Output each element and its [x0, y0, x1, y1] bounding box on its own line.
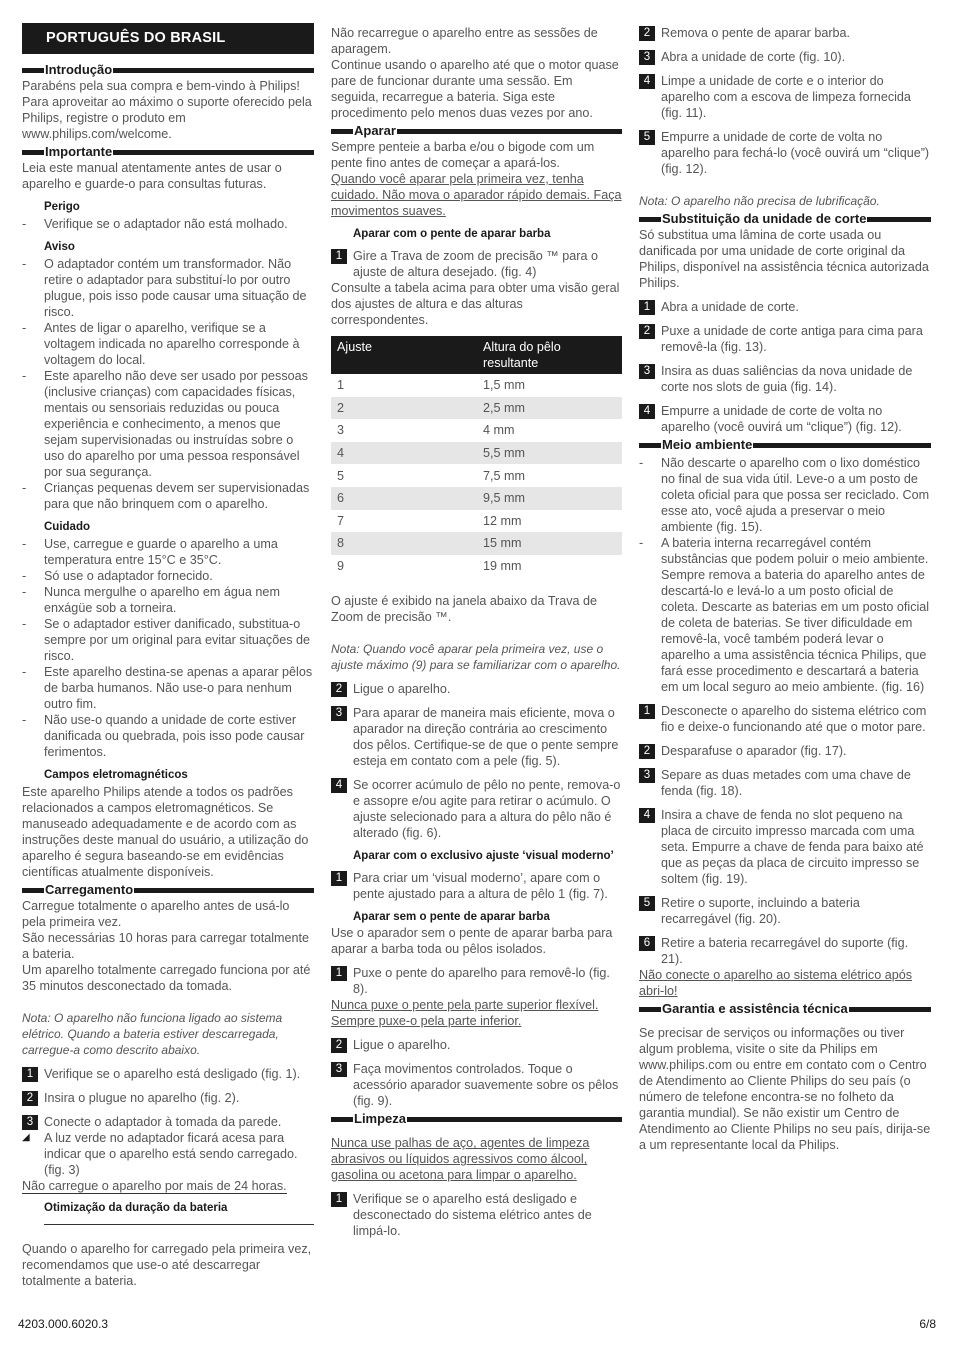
step-item — [639, 73, 931, 121]
table-row: 8 15 mm — [331, 532, 622, 555]
step-item — [22, 1114, 314, 1130]
step-item — [639, 743, 931, 759]
step-text: Retire a bateria recarregável do suporte (fig. 21). — [661, 936, 909, 966]
list-item: - Crianças pequenas devem ser supervisionadas para que não brinquem com o aparelho. — [22, 480, 314, 512]
sem-pente-warning: Nunca puxe o pente pela parte superior flexível. Sempre puxe-o pela parte inferior. — [331, 998, 599, 1029]
substituicao-text: Só substitua uma lâmina de corte usada ou danificada por uma unidade de corte original da Philips, disponível na assistência técnica autorizada Philips. — [639, 228, 929, 290]
list-item: - Não descarte o aparelho com o lixo doméstico no final de sua vida útil. Leve-o a um posto de coleta oficial para que possa ser reciclado. Com esse ato, você ajuda a preservar o meio ambiente (fig. 15). — [639, 455, 931, 535]
section-heading-limpeza: Limpeza — [331, 1111, 622, 1127]
section-heading-carregamento: Carregamento — [22, 882, 314, 898]
step-text: Abra a unidade de corte (fig. 10). — [661, 50, 846, 64]
step-number: 4 — [639, 404, 655, 419]
step-text: Insira o plugue no aparelho (fig. 2). — [44, 1091, 240, 1105]
step-item — [331, 965, 622, 997]
step-item — [639, 363, 931, 395]
column-3 — [639, 17, 931, 1153]
cuidado-heading: Cuidado — [44, 521, 90, 533]
step-number: 1 — [331, 871, 347, 886]
list-item: - Use, carregue e guarde o aparelho a uma temperatura entre 15°C e 35°C. — [22, 536, 314, 568]
list-item: - Se o adaptador estiver danificado, substitua-o sempre por um original para evitar situações de risco. — [22, 616, 314, 664]
step-text: Puxe o pente do aparelho para removê-lo (fig. 8). — [353, 966, 610, 997]
table-row: 4 5,5 mm — [331, 442, 622, 465]
table-row: 9 19 mm — [337, 559, 522, 574]
otimizacao-text: Quando o aparelho for carregado pela primeira vez, recomendamos que use-o até descarregar totalmente a bateria. — [22, 1242, 312, 1288]
section-heading-aparar: Aparar — [331, 123, 622, 139]
step-number: 4 — [639, 808, 655, 823]
step-text: Ligue o aparelho. — [353, 1038, 451, 1053]
section-heading-introducao: Introdução — [22, 62, 314, 78]
step-item — [331, 1061, 622, 1109]
step-item — [331, 777, 622, 841]
step-item — [639, 25, 931, 41]
list-item: - Só use o adaptador fornecido. — [22, 568, 314, 584]
table-row: 3 4 mm — [337, 423, 515, 438]
step-item — [639, 767, 931, 799]
step-item — [22, 1066, 314, 1082]
step-text: Verifique se o aparelho está desligado (fig. 1). — [44, 1067, 301, 1081]
step-number: 2 — [639, 26, 655, 41]
carregamento-note: Nota: O aparelho não funciona ligado ao sistema elétrico. Quando a bateria estiver descarregada, carregue-a como descrito abaixo. — [22, 1011, 283, 1057]
step-text: Desparafuse o aparador (fig. 17). — [661, 744, 847, 758]
step-item — [639, 403, 931, 435]
step-number: 1 — [331, 966, 347, 981]
step-text: Ligue o aparelho. — [353, 682, 451, 697]
step-text: Se ocorrer acúmulo de pêlo no pente, remova-o e assopre e/ou agite para retirar o acúmulo. O ajuste selecionado para a altura do pêlo não é alterado (fig. 6). — [353, 778, 621, 841]
list-item: - Antes de ligar o aparelho, verifique se a voltagem indicada no aparelho corresponde à voltagem do local. — [22, 320, 314, 368]
step-number: 1 — [639, 300, 655, 315]
section-heading-importante: Importante — [22, 144, 314, 160]
step-number: 2 — [331, 682, 347, 697]
ajuste-text: O ajuste é exibido na janela abaixo da Trava de Zoom de precisão ™. — [331, 594, 598, 625]
list-item: - O adaptador contém um transformador. Não retire o adaptador para substituí-lo por outro plugue, pois isso pode causar uma situação de risco. — [22, 256, 314, 320]
step-text: Insira a chave de fenda no slot pequeno na placa de circuito impresso marcada com uma seta. Empurre a chave de fenda para baixo até que as peças da placa de circuito impresso se soltem (fig. 19). — [661, 808, 924, 886]
step-item — [639, 299, 931, 315]
sem-pente-heading: Aparar sem o pente de aparar barba — [353, 911, 550, 924]
aviso-list — [22, 256, 314, 512]
height-table — [331, 336, 622, 577]
limpeza-warning: Nunca use palhas de aço, agentes de limpeza abrasivos ou líquidos agressivos como álcool, gasolina ou acetona para limpar o aparelho. — [331, 1136, 590, 1183]
step-number: 3 — [22, 1115, 38, 1130]
otimizacao-heading: Otimização da duração da bateria — [44, 1200, 314, 1225]
step-text: Separe as duas metades com uma chave de fenda (fig. 18). — [661, 768, 911, 798]
step-item — [331, 1037, 622, 1053]
step-number: 3 — [639, 768, 655, 783]
list-item: - Verifique se o adaptador não está molhado. — [22, 216, 314, 232]
table-header-row — [331, 336, 622, 374]
table-row: 5 7,5 mm — [337, 468, 525, 483]
list-item: - A bateria interna recarregável contém substâncias que podem poluir o meio ambiente. Sempre remova a bateria do aparelho antes de descartá-lo e levá-lo a um posto oficial de coleta. Descarte as baterias em um posto oficial de coleta de baterias. Se tiver dificuldade em removê-la, você também poderá levar o aparelho a uma assistência técnica Philips, que fará esse procedimento e descartará a bateria em um local seguro ao meio ambiente. (fig. 16) — [639, 535, 931, 695]
importante-text: Leia este manual atentamente antes de usar o aparelho e guarde-o para consultas futuras. — [22, 161, 282, 191]
meio-ambiente-list — [639, 455, 931, 695]
step-number: 2 — [22, 1091, 38, 1106]
step-number: 4 — [331, 778, 347, 793]
step-text: Retire o suporte, incluindo a bateria recarregável (fig. 20). — [661, 896, 860, 926]
ajuste-note: Nota: Quando você aparar pela primeira vez, use o ajuste máximo (9) para se familiarizar com o aparelho. — [331, 642, 621, 673]
step-text: Faça movimentos controlados. Toque o acessório aparador suavemente sobre os pêlos (fig. 9). — [353, 1062, 619, 1109]
intro-text: Parabéns pela sua compra e bem-vindo à Philips! Para aproveitar ao máximo o suporte oferecido pela Philips, registre o produto em www.philips.com/welcome. — [22, 79, 312, 141]
step-number: 4 — [639, 74, 655, 89]
recarga-text-2: Continue usando o aparelho até que o motor quase pare de funcionar durante uma sessão. Em seguida, recarregue a bateria. Siga este procedimento pelo menos duas vezes por ano. — [331, 58, 619, 120]
table-row: 6 9,5 mm — [331, 487, 622, 510]
sem-pente-text: Use o aparador sem o pente de aparar barba para aparar a barba toda ou pêlos isolados. — [331, 926, 613, 957]
table-row: 2 2,5 mm — [331, 397, 622, 420]
table-row: 1 1,5 mm — [337, 378, 525, 393]
step-item — [639, 935, 931, 967]
table-header-ajuste: Ajuste — [331, 336, 477, 374]
step-text: Limpe a unidade de corte e o interior do aparelho com a escova de limpeza fornecida (fig. 11). — [661, 74, 911, 120]
step-text: Puxe a unidade de corte antiga para cima para removê-la (fig. 13). — [661, 324, 923, 354]
step-text: Para aparar de maneira mais eficiente, mova o aparador na direção contrária ao crescimento dos pêlos. Certifique-se de que o pente sempre esteja em contato com a pele (fig. 5). — [353, 706, 619, 769]
step-text: Insira as duas saliências da nova unidade de corte nos slots de guia (fig. 14). — [661, 364, 913, 394]
list-item: - Não use-o quando a unidade de corte estiver danificada ou quebrada, pois isso pode causar ferimentos. — [22, 712, 314, 760]
aparar-text: Sempre penteie a barba e/ou o bigode com um pente fino antes de começar a apará-los. — [331, 140, 595, 170]
table-header-altura: Altura do pêlo resultante — [477, 336, 622, 374]
step-item — [639, 703, 931, 735]
recarga-text-1: Não recarregue o aparelho entre as sessões de aparagem. — [331, 26, 598, 56]
step-number: 3 — [331, 1062, 347, 1077]
step-item — [331, 681, 622, 697]
campos-heading: Campos eletromagnéticos — [44, 769, 188, 781]
step-text: Empurre a unidade de corte de volta no aparelho para fechá-lo (você ouvirá um “clique”) (fig. 12). — [661, 130, 930, 176]
list-item: - Este aparelho não deve ser usado por pessoas (inclusive crianças) com capacidades físicas, mentais ou sensoriais reduzidas ou pouca experiência e conhecimento, a menos que sejam supervisionadas ou instruídas sobre o uso do aparelho por uma pessoa responsável por sua segurança. — [22, 368, 314, 480]
step-item — [331, 1191, 622, 1239]
lubrificacao-note: Nota: O aparelho não precisa de lubrificação. — [639, 194, 880, 208]
step-number: 5 — [639, 896, 655, 911]
step-item — [22, 1090, 314, 1106]
column-2 — [331, 25, 622, 1239]
list-item: - Este aparelho destina-se apenas a aparar pêlos de barba humanos. Não use-o para nenhum outro fim. — [22, 664, 314, 712]
campos-text: Este aparelho Philips atende a todos os padrões relacionados a campos eletromagnéticos. Se manuseado adequadamente e de acordo com as instruções deste manual do usuário, a utilização do aparelho é segura baseando-se em evidências científicas atualmente disponíveis. — [22, 785, 309, 879]
cuidado-list — [22, 536, 314, 760]
list-item: - Nunca mergulhe o aparelho em água nem enxágüe sob a torneira. — [22, 584, 314, 616]
step-number: 2 — [331, 1038, 347, 1053]
step-item — [639, 323, 931, 355]
step-number: 1 — [331, 249, 347, 264]
carregamento-text-2: São necessárias 10 horas para carregar totalmente a bateria. — [22, 931, 310, 961]
step-item — [639, 895, 931, 927]
language-banner: PORTUGUÊS DO BRASIL — [22, 23, 314, 54]
step-number: 3 — [331, 706, 347, 721]
step-item — [331, 705, 622, 769]
step-number: 3 — [639, 50, 655, 65]
step-number: 2 — [639, 324, 655, 339]
table-row: 7 12 mm — [337, 513, 522, 528]
step-text: Empurre a unidade de corte de volta no aparelho (você ouvirá um “clique”) (fig. 12). — [661, 404, 902, 434]
step-item — [331, 248, 622, 280]
pente-heading: Aparar com o pente de aparar barba — [353, 228, 551, 240]
step-item — [331, 870, 622, 902]
step-item — [639, 49, 931, 65]
step-text: Para criar um ‘visual moderno’, apare com o pente ajustado para a altura de pêlo 1 (fig. 7). — [353, 871, 608, 902]
carregamento-text-3: Um aparelho totalmente carregado funciona por até 35 minutos desconectado da tomada. — [22, 963, 311, 993]
column-1 — [22, 23, 314, 1289]
result-arrow-icon: ◢ — [22, 1132, 30, 1143]
step-result-text: A luz verde no adaptador ficará acesa para indicar que o aparelho está sendo carregado. (fig. 3) — [44, 1131, 298, 1177]
step-text: Remova o pente de aparar barba. — [661, 26, 851, 40]
section-heading-substituicao: Substituição da unidade de corte — [639, 211, 931, 227]
step-text: Abra a unidade de corte. — [661, 300, 799, 314]
step-number: 1 — [331, 1192, 347, 1207]
document-code: 4203.000.6020.3 — [18, 1317, 109, 1331]
visual-heading: Aparar com o exclusivo ajuste ‘visual moderno’ — [353, 850, 614, 863]
step-text: Conecte o adaptador à tomada da parede. — [44, 1115, 282, 1129]
step-text: Verifique se o aparelho está desligado e desconectado do sistema elétrico antes de limpá-lo. — [353, 1192, 592, 1239]
step-text: Desconecte o aparelho do sistema elétrico com fio e deixe-o funcionando até que o motor pare. — [661, 704, 927, 734]
aviso-heading: Aviso — [44, 241, 75, 253]
step-item — [639, 129, 931, 177]
step-item — [639, 807, 931, 887]
step-number: 1 — [639, 704, 655, 719]
page-number: 6/8 — [919, 1317, 936, 1331]
warning-24h: Não carregue o aparelho por mais de 24 horas. — [22, 1179, 287, 1193]
meio-ambiente-warning: Não conecte o aparelho ao sistema elétrico após abri-lo! — [639, 968, 913, 998]
perigo-list — [22, 216, 314, 232]
step-number: 6 — [639, 936, 655, 951]
step-number: 2 — [639, 744, 655, 759]
aparar-warning: Quando você aparar pela primeira vez, tenha cuidado. Não mova o aparador rápido demais. Faça movimentos suaves. — [331, 172, 622, 218]
step-number: 5 — [639, 130, 655, 145]
step-number: 3 — [639, 364, 655, 379]
step-number: 1 — [22, 1067, 38, 1082]
section-heading-garantia: Garantia e assistência técnica — [639, 1001, 931, 1017]
pente-text: Consulte a tabela acima para obter uma visão geral dos ajustes de altura e das alturas correspondentes. — [331, 281, 620, 327]
garantia-text: Se precisar de serviços ou informações ou tiver algum problema, visite o site da Philips em www.philips.com ou entre em contato com o Centro de Atendimento ao Cliente Philips do seu país (o número de telefone encontra-se no folheto da garantia mundial). Se não existir um Centro de Atendimento ao Cliente Philips no seu país, dirija-se a um representante local da Philips. — [639, 1026, 931, 1152]
section-heading-meio-ambiente: Meio ambiente — [639, 437, 931, 453]
step-text: Gire a Trava de zoom de precisão ™ para o ajuste de altura desejado. (fig. 4) — [353, 249, 598, 279]
step-result — [22, 1130, 314, 1178]
perigo-heading: Perigo — [44, 201, 80, 213]
carregamento-text-1: Carregue totalmente o aparelho antes de usá-lo pela primeira vez. — [22, 899, 290, 929]
